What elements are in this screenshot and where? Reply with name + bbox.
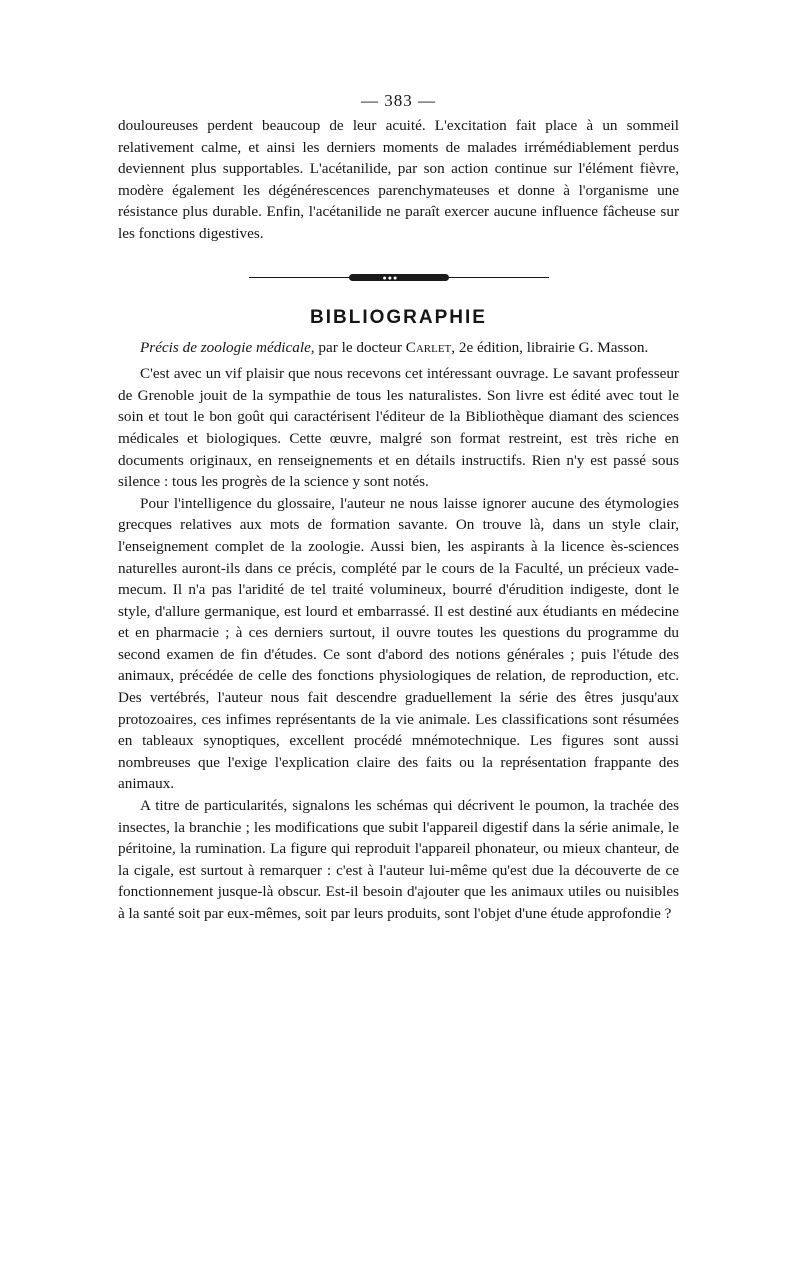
citation-rest: , 2e édition, librairie G. Masson. xyxy=(451,338,649,356)
citation-author: Carlet xyxy=(405,338,452,356)
citation-by: par le docteur xyxy=(314,338,406,356)
page-number: — 383 — xyxy=(361,91,436,110)
review-paragraph-2: Pour l'intelligence du glossaire, l'auteur ne nous laisse ignorer aucune des étymologies grecques relatives aux mots de formation savante. On trouve là, dans un style clair, l'enseignement complet de la zoologie. Aussi bien, les aspirants à la licence ès-sciences naturelles auront-ils dans ce précis, complété par le cours de la Faculté, un précieux vade-mecum. Il n'a pas l'aridité de tel traité volumineux, bourré d'érudition indigeste, dont le style, d'allure germanique, est lourd et embarrassé. Il est destiné aux étudiants en médecine et en pharmacie ; à ces derniers surtout, il ouvre toutes les questions du programme du second examen de fin d'études. Ce sont d'abord des notions générales ; puis l'étude des animaux, précédée de celle des fonctions physiologiques de relation, de reproduction, etc. Des vertébrés, l'auteur nous fait descendre graduellement la série des êtres jusqu'aux protozoaires, ces infimes représentants de la vie animale. Les classifications sont résumées en tableaux synoptiques, excellent procédé mnémotechnique. Les figures sont aussi nombreuses que l'exige l'explication claire des faits ou la représentation frappante des animaux. xyxy=(118,494,679,793)
section-title: BIBLIOGRAPHIE xyxy=(310,306,487,328)
review-paragraph-3: A titre de particularités, signalons les schémas qui décrivent le poumon, la trachée des insectes, la branchie ; les modifications que subit l'appareil digestif dans la série animale, le péritoine, la rumination. La figure qui reproduit l'appareil phonateur, ou mieux chanteur, de la cigale, est surtout à remarquer : c'est à l'auteur lui-même qu'est due la découverte de ce fonctionnement jusque-là obscur. Est-il besoin d'ajouter que les animaux utiles ou nuisibles à la santé soit par eux-mêmes, soit par leurs produits, sont l'objet d'une étude approfondie ? xyxy=(118,797,679,922)
book-page xyxy=(118,90,679,925)
opening-paragraph: douloureuses perdent beaucoup de leur acuité. L'excitation fait place à un sommeil relativement calme, et ainsi les derniers moments de malades irrémédiablement perdus deviennent plus supportables. L'acétanilide, par son action continue sur l'élément fièvre, modère également les dégénérescences parenchymateuses et donne à l'organisme une résistance plus durable. Enfin, l'acétanilide ne paraît exercer aucune influence fâcheuse sur les fonctions digestives. xyxy=(118,117,679,242)
ornamental-divider: ●●● xyxy=(249,273,549,283)
review-paragraph-1: C'est avec un vif plaisir que nous recevons cet intéressant ouvrage. Le savant professeur de Grenoble jouit de la sympathie de tous les naturalistes. Son livre est édité avec tout le soin et tout le bon goût qui caractérisent l'éditeur de la Bibliothèque diamant des sciences médicales et biologiques. Cette œuvre, malgré son format restreint, est très riche en documents originaux, en renseignements et en détails instructifs. Rien n'y est passé sous silence : tous les progrès de la science y sont notés. xyxy=(118,365,679,491)
book-title: Précis de zoologie médicale, xyxy=(140,338,315,356)
book-citation xyxy=(118,337,679,359)
